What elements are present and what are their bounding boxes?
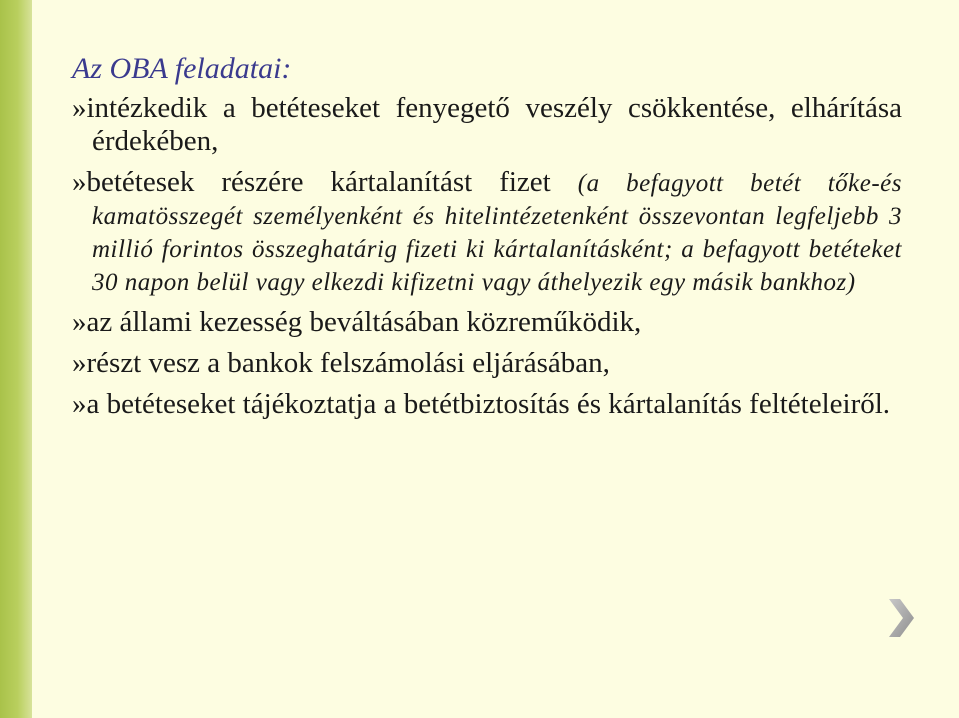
list-item-text: intézkedik a betéteseket fenyegető veszély csökkentése, elhárítása érdekében, <box>86 92 902 157</box>
next-slide-button[interactable] <box>886 597 916 639</box>
list-item-text: az állami kezesség beváltásában közreműködik, <box>86 306 642 338</box>
bullet-marker: » <box>72 388 87 420</box>
slide-title: Az OBA feladatai: <box>72 52 292 85</box>
slide-content <box>72 52 902 429</box>
bullet-marker: » <box>72 306 87 338</box>
list-item <box>72 347 902 380</box>
accent-bar <box>0 0 32 718</box>
list-item-detail: (a befagyott betét tőke-és kamatösszegét személyenként és hitelintézetenként összevontan legfeljebb 3 millió forintos összeghatárig fizeti ki kártalanításként; a befagyott betéteket 30 napon belül vagy elkezdi kifizetni vagy áthelyezik egy másik bankhoz) <box>92 170 903 296</box>
list-item <box>72 388 902 421</box>
bullet-marker: » <box>72 92 87 124</box>
chevron-right-icon <box>886 597 916 639</box>
list-item-text: részt vesz a bankok felszámolási eljárásában, <box>86 347 610 379</box>
bullet-marker: » <box>72 347 87 379</box>
list-item <box>72 92 902 158</box>
bullet-marker: » <box>72 166 87 198</box>
list-item <box>72 166 902 298</box>
list-item-text: a betéteseket tájékoztatja a betétbiztosítás és kártalanítás feltételeiről. <box>86 388 891 420</box>
list-item <box>72 306 902 339</box>
list-item-text: betétesek részére kártalanítást fizet <box>86 166 578 198</box>
